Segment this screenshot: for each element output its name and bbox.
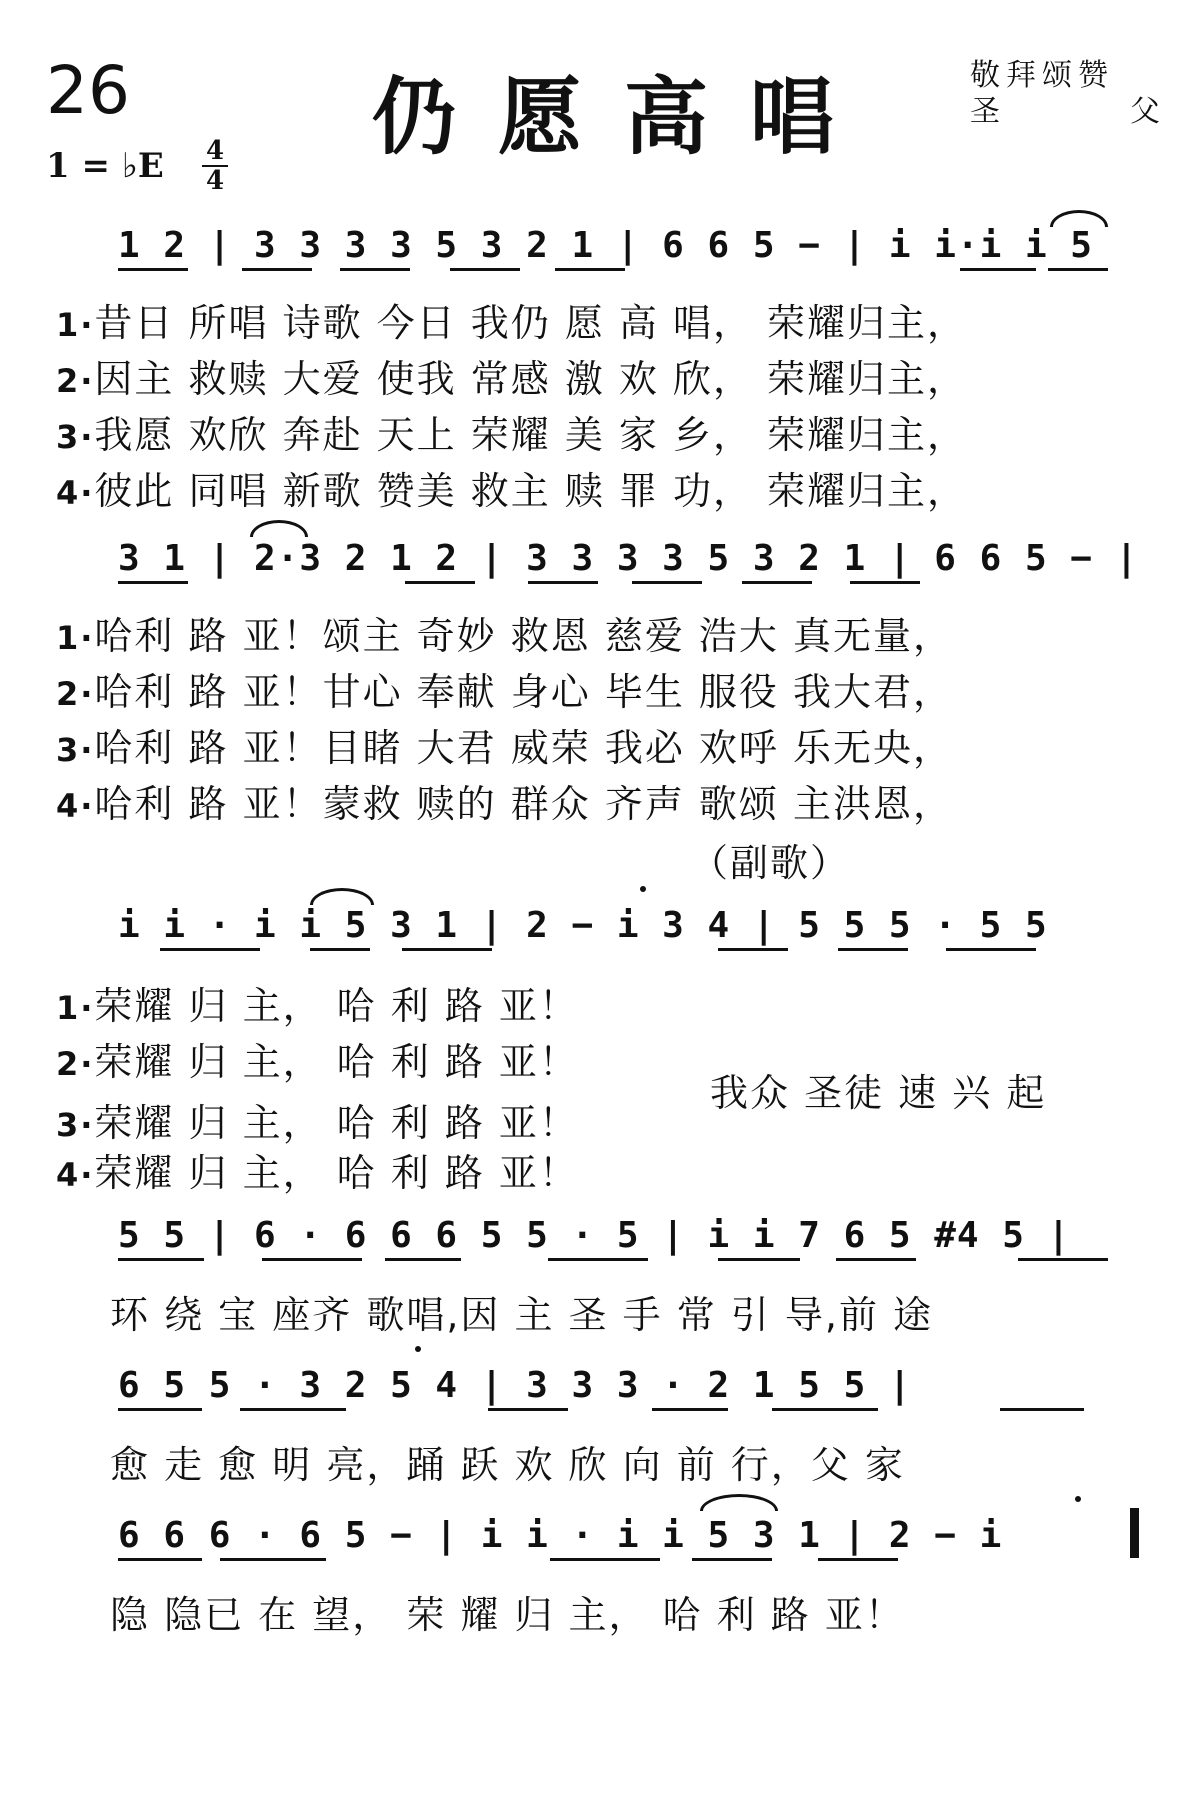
- lyric-row: [56, 1092, 579, 1147]
- verse-number: 3·: [56, 418, 95, 456]
- chorus-lyric: 我众 圣徒 速 兴 起: [710, 1071, 1047, 1115]
- lyric-text: 彼此 同唱 新歌 赞美 救主 赎 罪 功， 荣耀归主，: [94, 469, 968, 513]
- notation-line-2: 3 1 | 2·3 2 1 2 | 3 3 3 3 5 3 2 1 | 6 6 5 − |: [118, 538, 1139, 579]
- lyric-text: 哈利 路 亚！目睹 大君 威荣 我必 欢呼 乐无央，: [94, 726, 953, 770]
- fermata-dot: [415, 1346, 421, 1352]
- notation-line-3: i i · i i 5 3 1 | 2 − i 3 4 | 5 5 5 · 5 5: [118, 905, 1048, 946]
- lyric-text: 昔日 所唱 诗歌 今日 我仍 愿 高 唱， 荣耀归主，: [94, 301, 968, 345]
- lyric-row: [56, 1142, 579, 1197]
- notation-line-5: 6 5 5 · 3 2 5 4 | 3 3 3 · 2 1 5 5 |: [118, 1365, 912, 1406]
- lyric-row: [56, 773, 953, 828]
- lyric-row: [56, 460, 967, 515]
- author-line-2-a: 圣: [970, 94, 1000, 129]
- verse-number: 2·: [56, 362, 95, 400]
- final-double-bar: [1130, 1508, 1139, 1558]
- verse-number: 1·: [56, 619, 95, 657]
- lyric-row: [56, 404, 967, 459]
- verse-number: 1·: [56, 989, 95, 1027]
- lyric-row: [56, 661, 953, 716]
- lyric-row: [56, 1031, 579, 1086]
- author-line-2-b: 父: [1130, 94, 1160, 129]
- lyric-row: 环 绕 宝 座齐 歌唱,因 主 圣 手 常 引 导,前 途: [110, 1293, 934, 1337]
- author-line-1: 敬拜颂赞: [970, 58, 1114, 93]
- chorus-label: （副歌）: [690, 841, 851, 885]
- verse-number: 3·: [56, 731, 95, 769]
- time-signature-bottom: 4: [205, 166, 225, 196]
- key-signature: 1 = ♭E: [46, 146, 164, 186]
- lyric-text: 我愿 欢欣 奔赴 天上 荣耀 美 家 乡， 荣耀归主，: [94, 413, 968, 457]
- lyric-text: 因主 救赎 大爱 使我 常感 激 欢 欣， 荣耀归主，: [94, 357, 968, 401]
- lyric-text: 荣耀 归 主， 哈 利 路 亚！: [94, 1040, 579, 1084]
- verse-number: 3·: [56, 1106, 95, 1144]
- verse-number: 4·: [56, 474, 95, 512]
- fermata-dot: [1075, 1496, 1081, 1502]
- notation-line-1: 1 2 | 3 3 3 3 5 3 2 1 | 6 6 5 − | i i·i i 5: [118, 225, 1093, 266]
- verse-number: 2·: [56, 1045, 95, 1083]
- lyric-text: 哈利 路 亚！颂主 奇妙 救恩 慈爱 浩大 真无量，: [94, 614, 953, 658]
- lyric-row: [56, 975, 579, 1030]
- author-line-2: [970, 86, 1160, 130]
- lyric-text: 哈利 路 亚！甘心 奉献 身心 毕生 服役 我大君，: [94, 670, 953, 714]
- lyric-row: [56, 292, 967, 347]
- verse-number: 4·: [56, 1156, 95, 1194]
- lyric-text: 荣耀 归 主， 哈 利 路 亚！: [94, 984, 579, 1028]
- time-signature-top: 4: [205, 136, 225, 166]
- lyric-row: [56, 717, 953, 772]
- lyric-row: 愈 走 愈 明 亮，踊 跃 欢 欣 向 前 行，父 家: [110, 1443, 905, 1487]
- lyric-text: 哈利 路 亚！蒙救 赎的 群众 齐声 歌颂 主洪恩，: [94, 782, 953, 826]
- verse-number: 2·: [56, 675, 95, 713]
- notation-line-6: 6 6 6 · 6 5 − | i i · i i 5 3 1 | 2 − i: [118, 1515, 1003, 1556]
- time-signature: [202, 138, 228, 194]
- verse-number: 4·: [56, 787, 95, 825]
- lyric-text: 荣耀 归 主， 哈 利 路 亚！: [94, 1151, 579, 1195]
- hymn-title: 仍愿高唱: [372, 67, 877, 166]
- lyric-row: 隐 隐已 在 望， 荣 耀 归 主， 哈 利 路 亚！: [110, 1593, 905, 1637]
- hymn-number: 26: [46, 52, 130, 129]
- notation-line-4: 5 5 | 6 · 6 6 6 5 5 · 5 | i i 7 6 5 #4 5 |: [118, 1215, 1071, 1256]
- lyric-text: 荣耀 归 主， 哈 利 路 亚！: [94, 1101, 579, 1145]
- verse-number: 1·: [56, 306, 95, 344]
- fermata-dot: [640, 886, 646, 892]
- lyric-row: [56, 348, 967, 403]
- lyric-row: [56, 605, 953, 660]
